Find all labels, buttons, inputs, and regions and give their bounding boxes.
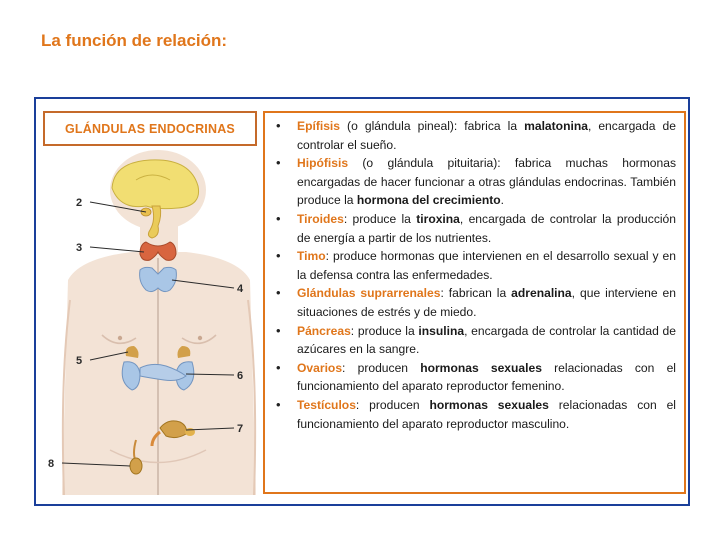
gland-term: Hipófisis bbox=[297, 156, 349, 171]
number-label: 2 bbox=[76, 197, 83, 209]
gland-text: , encargada de controlar el sueño. bbox=[297, 119, 676, 152]
gland-text: : produce la bbox=[343, 211, 417, 226]
number-label: 8 bbox=[48, 458, 55, 470]
number-label: 6 bbox=[237, 370, 244, 382]
list-item-pancreas bbox=[273, 322, 676, 359]
gland-keyword: hormona del crecimiento bbox=[356, 193, 501, 208]
list-item-timo bbox=[273, 247, 676, 284]
gland-description-box bbox=[263, 111, 686, 494]
gland-term: Testículos bbox=[297, 397, 356, 412]
list-item-epifisis bbox=[273, 117, 676, 154]
gland-text: , encargada de controlar la producción de energía a partir de los nutrientes. bbox=[297, 211, 677, 245]
gland-keyword: tiroxina bbox=[416, 211, 460, 226]
number-label: 7 bbox=[237, 423, 244, 435]
list-item-hipofisis bbox=[273, 154, 676, 210]
gland-text: : fabrican la bbox=[440, 286, 512, 301]
page-title: La función de relación: bbox=[41, 31, 228, 50]
gland-term: Tiroides bbox=[297, 211, 344, 226]
gland-text: (o glándula pituitaria): fabrica muchas hormonas encargadas de hacer funcionar a otras glándulas endocrinas. También produce la bbox=[297, 156, 676, 208]
gland-term: Timo bbox=[297, 249, 326, 264]
gland-text: : producen bbox=[342, 360, 421, 375]
panel-label: GLÁNDULAS ENDOCRINAS bbox=[43, 111, 257, 146]
list-item-tiroides bbox=[273, 210, 676, 247]
gland-term: Ovarios bbox=[297, 360, 343, 375]
number-label: 5 bbox=[76, 355, 83, 367]
gland-text: : producen bbox=[355, 397, 430, 412]
list-item-suprarrenales bbox=[273, 284, 676, 321]
gland-text: : produce la bbox=[350, 323, 419, 338]
gland-term: Glándulas suprarrenales bbox=[297, 286, 441, 301]
gland-text: relacionadas con el funcionamiento del aparato reproductor femenino. bbox=[297, 360, 676, 394]
number-label: 4 bbox=[237, 283, 244, 295]
gland-term: Páncreas bbox=[297, 323, 351, 338]
gland-text: relacionadas con el funcionamiento del aparato reproductor masculino. bbox=[297, 397, 676, 431]
gland-keyword: adrenalina bbox=[511, 286, 572, 301]
gland-list bbox=[273, 117, 676, 433]
gland-keyword: malatonina bbox=[524, 119, 588, 133]
gland-text: , encargada de controlar la cantidad de azúcares en la sangre. bbox=[297, 323, 676, 357]
list-item-testiculos bbox=[273, 396, 676, 433]
gland-text: , que interviene en situaciones de estrés y de miedo. bbox=[297, 286, 676, 319]
gland-text: (o glándula pineal): fabrica la bbox=[340, 119, 525, 133]
gland-text: . bbox=[500, 193, 505, 208]
gland-keyword: hormonas sexuales bbox=[429, 397, 549, 412]
endocrine-body-diagram bbox=[40, 150, 264, 495]
gland-term: Epífisis bbox=[297, 119, 341, 133]
list-item-ovarios bbox=[273, 359, 676, 396]
gland-keyword: hormonas sexuales bbox=[420, 360, 542, 375]
gland-keyword: insulina bbox=[418, 323, 465, 338]
number-label: 3 bbox=[76, 242, 83, 254]
gland-text: : produce hormonas que intervienen en el desarrollo sexual y en la defensa contra las enfermedades. bbox=[297, 249, 676, 282]
